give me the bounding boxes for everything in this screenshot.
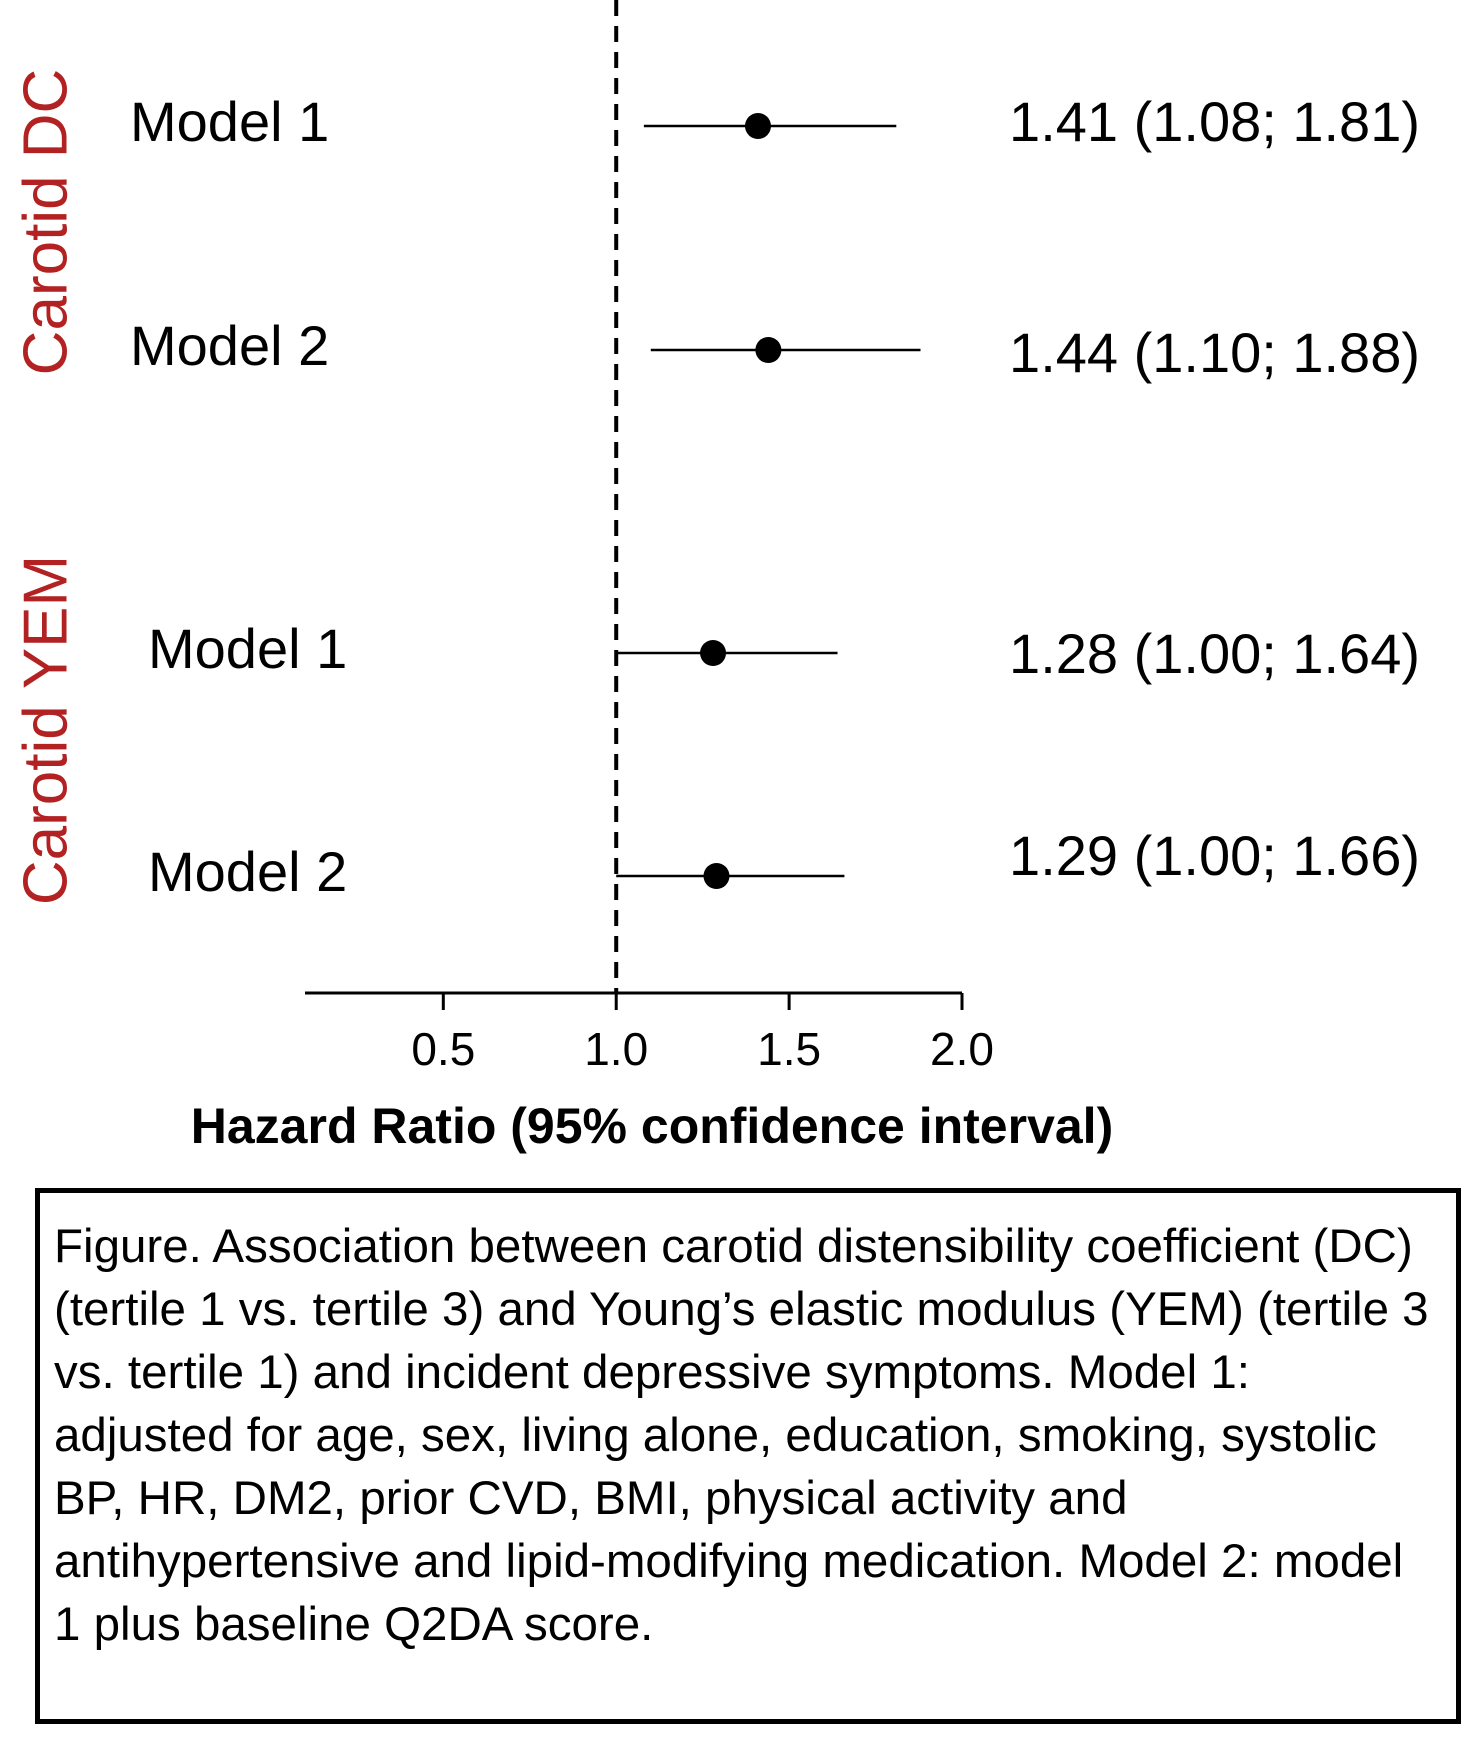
x-axis <box>305 993 994 1075</box>
row-label: Model 1 <box>148 616 348 680</box>
plot-rows <box>11 69 1420 905</box>
group-label: Carotid DC <box>11 68 81 376</box>
hazard-ratio-point <box>755 337 781 363</box>
row-label: Model 2 <box>130 313 330 377</box>
x-axis-title: Hazard Ratio (95% confidence interval) <box>190 1098 1114 1154</box>
estimate-label: 1.41 (1.08; 1.81) <box>1009 89 1420 153</box>
row-label: Model 2 <box>148 839 348 903</box>
hazard-ratio-point <box>703 863 729 889</box>
figure-caption-box <box>35 1188 1461 1724</box>
group-label: Carotid YEM <box>11 554 81 906</box>
hazard-ratio-point <box>745 113 771 139</box>
estimate-label: 1.29 (1.00; 1.66) <box>1009 823 1420 887</box>
x-tick-label: 0.5 <box>411 1023 476 1075</box>
x-tick-label: 1.5 <box>757 1023 822 1075</box>
estimate-label: 1.28 (1.00; 1.64) <box>1009 621 1420 685</box>
estimate-label: 1.44 (1.10; 1.88) <box>1009 320 1420 384</box>
row-label: Model 1 <box>130 89 330 153</box>
hazard-ratio-point <box>700 640 726 666</box>
figure-caption: Figure. Association between carotid distensibility coefficient (DC) (tertile 1 vs. tertile 3) and Young’s elastic modulus (YEM) (tertile 3 vs. tertile 1) and incident depressive symptoms. Model 1: adjusted for age, sex, living alone, education, smoking, systolic BP, HR, DM2, prior CVD, BMI, physical activity and antihypertensive and lipid-modifying medication. Model 2: model 1 plus baseline Q2DA score. <box>54 1220 1429 1651</box>
x-tick-label: 1.0 <box>584 1023 649 1075</box>
x-tick-label: 2.0 <box>930 1023 994 1075</box>
